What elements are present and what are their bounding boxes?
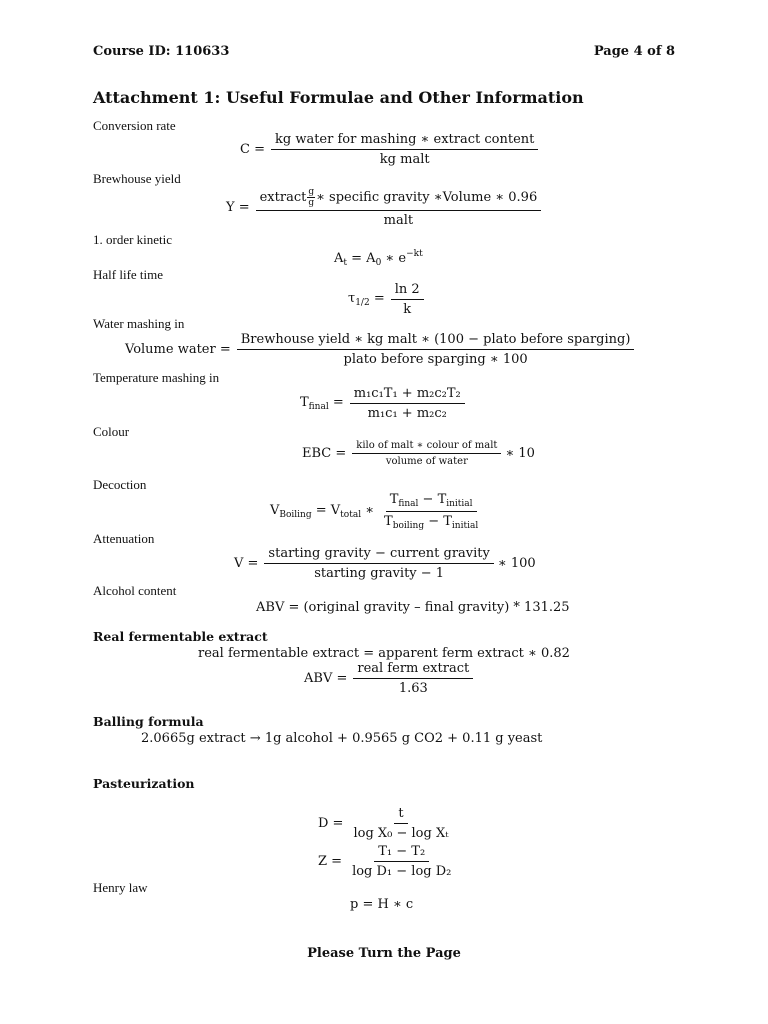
water-mashing-label: Water mashing in xyxy=(93,316,185,331)
real-fermentable-label: Real fermentable extract xyxy=(93,629,268,644)
temperature-mashing-label: Temperature mashing in xyxy=(93,370,220,385)
real-fermentable-formula: real fermentable extract = apparent ferm extract ∗ 0.82 xyxy=(198,646,570,661)
alcohol-content-label: Alcohol content xyxy=(93,583,177,598)
half-life-label: Half life time xyxy=(93,267,164,282)
henry-law-formula: p = H ∗ c xyxy=(350,897,414,912)
brewhouse-yield-formula: Y = extract $\frac{g}{g}$ ∗ specific gravity ∗Volume ∗ 0.96 malt xyxy=(226,187,541,228)
brewhouse-yield-label: Brewhouse yield xyxy=(93,171,181,186)
kinetic-formula: $A_t = A_0$ ∗ $e^{-kt}$ xyxy=(334,249,423,268)
conversion-rate-label: Conversion rate xyxy=(93,118,176,133)
temperature-mashing-formula: $T_{final}$ = $\frac{\text{m₁c₁T₁ + m₂c₂T₂}}{\text{m₁c₁ + m₂c₂}}$ xyxy=(300,386,465,421)
henry-law-label: Henry law xyxy=(93,880,148,895)
decoction-label: Decoction xyxy=(93,477,147,492)
balling-label: Balling formula xyxy=(93,714,204,729)
kinetic-label: 1. order kinetic xyxy=(93,232,173,247)
abv-fraction-formula: ABV = $\frac{\text{real ferm extract}}{1.63}$ xyxy=(304,661,473,696)
page-number: Page 4 of 8 xyxy=(593,44,675,59)
half-life-formula: $\tau_{1/2}$ = $\frac{\ln 2}{k}$ xyxy=(348,282,424,317)
attenuation-label: Attenuation xyxy=(93,531,155,546)
pasteurization-label: Pasteurization xyxy=(93,776,195,791)
z-value-formula: Z = $\frac{\text{T₁ − T₂}}{\text{log D₁ − log D₂}}$ xyxy=(318,844,452,879)
d-value-formula: D = $\frac{t}{\text{log X₀ − log Xₜ}}$ xyxy=(318,806,449,841)
page-title: Attachment 1: Useful Formulae and Other Information xyxy=(93,88,584,107)
decoction-formula: $V_{Boiling} = V_{total}$ ∗ $\frac{T_{final} - T_{initial}}{T_{boiling} - T_{initial}}$ xyxy=(270,492,479,531)
balling-formula: 2.0665g extract → 1g alcohol + 0.9565 g CO2 + 0.11 g yeast xyxy=(141,731,543,746)
alcohol-content-formula: ABV = (original gravity – final gravity) * 131.25 xyxy=(256,600,570,615)
colour-formula: EBC = $\frac{\text{kilo of malt ∗ colour of malt}}{\text{volume of water}}$ ∗ 10 xyxy=(302,440,535,467)
course-id: Course ID: 110633 xyxy=(93,44,230,59)
conversion-rate-formula: C = $\frac{\text{kg water for mashing ∗ extract content}}{\text{kg malt}}$ xyxy=(240,132,538,167)
footer-note: Please Turn the Page xyxy=(307,946,461,961)
attenuation-formula: V = $\frac{\text{starting gravity − current gravity}}{\text{starting gravity − 1}}$ ∗ 100 xyxy=(234,546,536,581)
water-mashing-formula: Volume water = $\frac{\text{Brewhouse yield ∗ kg malt ∗ (100 − plato before sparging)}}{\text{plato before sparging ∗ 100}}$ xyxy=(125,332,634,367)
colour-label: Colour xyxy=(93,424,130,439)
